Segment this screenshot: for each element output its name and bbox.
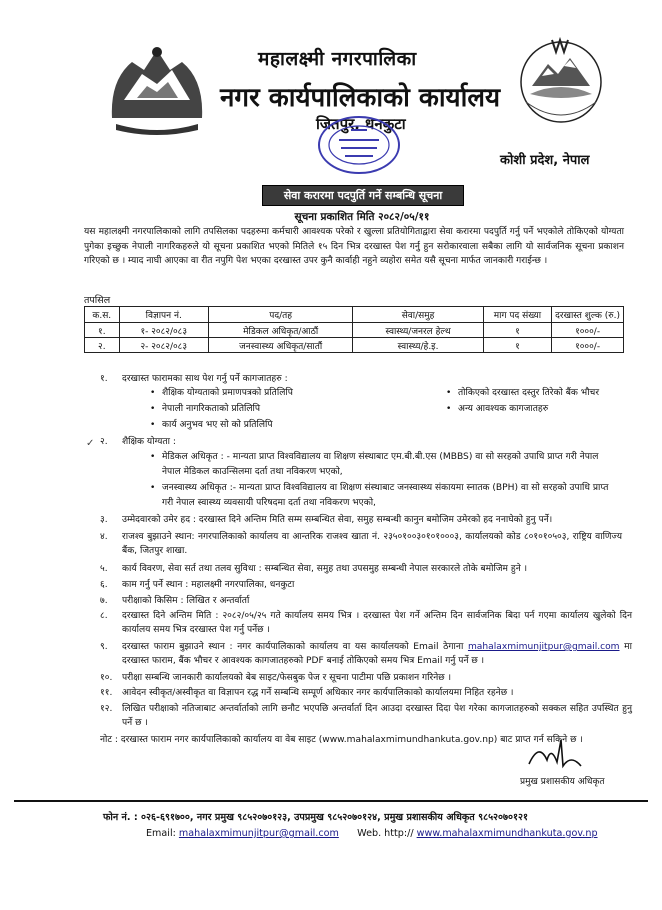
item-text: राजश्व बुझाउने स्थान: नगरपालिकाको कार्यालय वा आन्तरिक राजश्व खाता नं. २३५०१००३०१०१०००३, कार्यालयको कोड ८०१०१०५०३, राष्ट्रिय वाणिज्य बैंक, जितपुर शाखा. (122, 532, 622, 556)
email-label: Email: (146, 828, 176, 839)
item-number: ५. (100, 564, 108, 574)
municipality-name: महालक्ष्मी नगरपालिका (258, 48, 417, 70)
list-item: • तोकिएको दरखास्त दस्तुर तिरेको बैंक भौचर (458, 387, 599, 400)
intro-paragraph: यस महालक्ष्मी नगरपालिकाको लागि तपसिलका पदहरुमा कर्मचारी आवश्यक परेको र खुल्ला प्रतियोगिताद्वारा सेवा करारमा पदपुर्ति गर्नु पर्ने भएकोले तोकिएको योग्यता पुगेका इच्छुक नेपाली नागरिकहरुले यो सूचना प्रकाशित भएको मितिले १५ दिन भित्र दरखास्त पेश गर्नु हुन सरोकारवाला सबैका लागि यो सार्वजनिक सूचना प्रकाशन गरिएको छ । म्याद नाघी आएका वा रीत नपुगि पेश भएका दरखास्त उपर कुनै कार्वाही नहुने व्यहोरा समेत यसै सूचना मार्फत जानकारी गराईन्छ । (84, 227, 624, 267)
footer-email-link[interactable]: mahalaxmimunjitpur@gmail.com (178, 828, 339, 839)
table-row (85, 338, 624, 353)
notice-title: सेवा करारमा पदपुर्ति गर्ने सम्बन्धि सूचना (262, 185, 464, 206)
item-text: आवेदन स्वीकृत/अस्वीकृत वा विज्ञापन रद्ध गर्ने सम्बन्धि सम्पूर्ण अधिकार नगर कार्यपालिकाको कार्यालयमा निहित रहनेछ । (122, 688, 514, 698)
note-text: नोट : दरखास्त फाराम नगर कार्यपालिकाको कार्यालय वा वेब साइट (www.mahalaxmimundhankuta.gov.np) बाट प्राप्त गर्न सकिने छ । (100, 735, 583, 745)
table-cell: स्वास्थ्य/जनरल हेल्थ (353, 323, 483, 338)
item-text: दरखास्त फारामका साथ पेश गर्नु पर्ने कागजातहरु : (122, 374, 288, 384)
signatory-title: प्रमुख प्रशासकीय अधिकृत (520, 777, 605, 787)
item-text: लिखित परीक्षाको नतिजाबाट अन्तर्वार्ताको लागि छनौट भएपछि अन्तर्वार्ता दिन आउदा दरखास्त दिदा पेश गरेका कागजातहरुको सक्कल सहित उपस्थित हुनु पर्ने छ । (122, 704, 632, 728)
table-cell: १- २०८२/०८३ (119, 323, 208, 338)
web-label: Web. http:// (357, 828, 414, 839)
col-header-fee: दरखास्त शुल्क (रु.) (552, 307, 624, 323)
table-row (85, 323, 624, 338)
item-text: दरखास्त दिने अन्तिम मिति : २०८२/०५/२५ गते कार्यालय समय भित्र । दरखास्त पेश गर्ने अन्तिम दिन सार्वजनिक बिदा पर्न गएमा कार्यालय खुलेको दिन कार्यालय समय भित्र दरखास्त पेश गर्नु पर्नेछ । (122, 611, 632, 635)
table-cell: १०००/- (552, 323, 624, 338)
table-cell: २. (85, 338, 120, 353)
publication-date: सूचना प्रकाशित मिति २०८२/०५/११ (294, 211, 430, 223)
office-name: नगर कार्यपालिकाको कार्यालय (220, 83, 501, 113)
col-header-sn: क.स. (85, 307, 120, 323)
list-item: • अन्य आवश्यक कागजातहरु (458, 403, 548, 416)
table-header-row (85, 307, 624, 323)
list-item: • जनस्वास्थ्य अधिकृत :- मान्यता प्राप्त विश्वविद्यालय वा शिक्षण संस्थाबाट जनस्वास्थ्य संकायमा स्नातक (BPH) वा सो सरहको उपाधि प्राप्त गरी नेपाल स्वास्थ्य व्यवसायी परिषदमा दर्ता तथा नविकरण भएको, (162, 481, 620, 510)
municipality-logo-icon (512, 36, 610, 132)
email-link[interactable]: mahalaxmimunjitpur@gmail.com (467, 642, 620, 652)
footer-divider (14, 800, 648, 802)
item-text-part: दरखास्त फाराम बुझाउने स्थान : नगर कार्यपालिकाको कार्यालय वा यस कार्यालयको Email ठेगाना (122, 642, 464, 652)
item-number: ६. (100, 580, 108, 590)
table-cell: १०००/- (552, 338, 624, 353)
item-text: शैक्षिक योग्यता : (122, 437, 176, 447)
item-number: १०. (100, 673, 113, 683)
item-text: कार्य विवरण, सेवा सर्त तथा तलव सुविधा : सम्बन्धित सेवा, समुह तथा उपसमुह सम्बन्धी नेपाल सरकारले तोके बमोजिम हुने । (122, 564, 528, 574)
item-text: परीक्षा सम्बन्धि जानकारी कार्यालयको बेब साइट/फेसबुक पेज र सूचना पाटीमा पछि प्रकाशन गरिनेछ । (122, 673, 452, 683)
item-number: १. (100, 374, 108, 384)
table-cell: १ (483, 338, 551, 353)
schedule-label: तपसिल (84, 295, 111, 306)
item-number: ७. (100, 596, 108, 606)
item-text: काम गर्नु पर्ने स्थान : महालक्ष्मी नगरपालिका, धनकुटा (122, 580, 295, 590)
item-text-part: मा दरखास्त फाराम, बैंक भौचर र आवश्यक कागजातहरुको PDF बनाई तोकिएको समय भित्र Email गर्नु पर्ने छ । (122, 642, 632, 666)
list-item: • कार्य अनुभव भए सो को प्रतिलिपि (162, 419, 273, 432)
list-item: • मेडिकल अधिकृत : - मान्यता प्राप्त विश्वविद्यालय वा शिक्षण संस्थाबाट एम.बी.बी.एस (MBBS) वा सो सरहको उपाधि प्राप्त गरी नेपाल नेपाल मेडिकल काउन्सिलमा दर्ता तथा नविकरण भएको, (162, 450, 620, 479)
footer-web-link[interactable]: www.mahalaxmimundhankuta.gov.np (416, 828, 598, 839)
item-number: २. (100, 437, 108, 447)
item-number: ८. (100, 611, 108, 621)
table-cell: २- २०८२/०८३ (119, 338, 208, 353)
col-header-posts: माग पद संख्या (483, 307, 551, 323)
footer-contact (146, 828, 598, 839)
signature-icon (525, 736, 585, 772)
col-header-post: पद/तह (208, 307, 352, 323)
nepal-emblem-icon (102, 40, 212, 136)
col-header-ad-no: विज्ञापन नं. (119, 307, 208, 323)
item-number: ११. (100, 688, 113, 698)
town-name: जितपुर, धनकुटा (316, 115, 406, 133)
table-cell: स्वास्थ्य/हे.इ. (353, 338, 483, 353)
item-text: उम्मेदवारको उमेर हद : दरखास्त दिने अन्तिम मिति सम्म सम्बन्धित सेवा, समुह सम्बन्धी कानुन बमोजिम उमेरको हद ननाघेको हुनु पर्ने। (122, 515, 553, 525)
table-cell: मेडिकल अधिकृत/आठौं (208, 323, 352, 338)
item-number: ९. (100, 642, 108, 652)
table-cell: १ (483, 323, 551, 338)
province-label: कोशी प्रदेश, नेपाल (500, 153, 590, 168)
table-cell: १. (85, 323, 120, 338)
list-item: • नेपाली नागरिकताको प्रतिलिपि (162, 403, 260, 416)
col-header-service: सेवा/समुह (353, 307, 483, 323)
check-mark-icon: ✓ (86, 438, 95, 449)
office-stamp-icon (315, 112, 403, 178)
item-number: ४. (100, 532, 108, 542)
item-text (122, 640, 632, 668)
item-number: ३. (100, 515, 108, 525)
item-number: १२. (100, 704, 113, 714)
list-item: • शैक्षिक योग्यताको प्रमाणपत्रको प्रतिलिपि (162, 387, 293, 400)
table-cell: जनस्वास्थ्य अधिकृत/सातौं (208, 338, 352, 353)
footer-phones: फोन नं. : ०२६-६९१७००, नगर प्रमुख ९८५२०७०१२३, उपप्रमुख ९८५२०७०१२४, प्रमुख प्रशासकीय अधिकृत ९८५२०७०१२१ (103, 812, 528, 823)
item-text: परीक्षाको किसिम : लिखित र अन्तर्वार्ता (122, 596, 250, 606)
vacancy-table (84, 306, 624, 353)
